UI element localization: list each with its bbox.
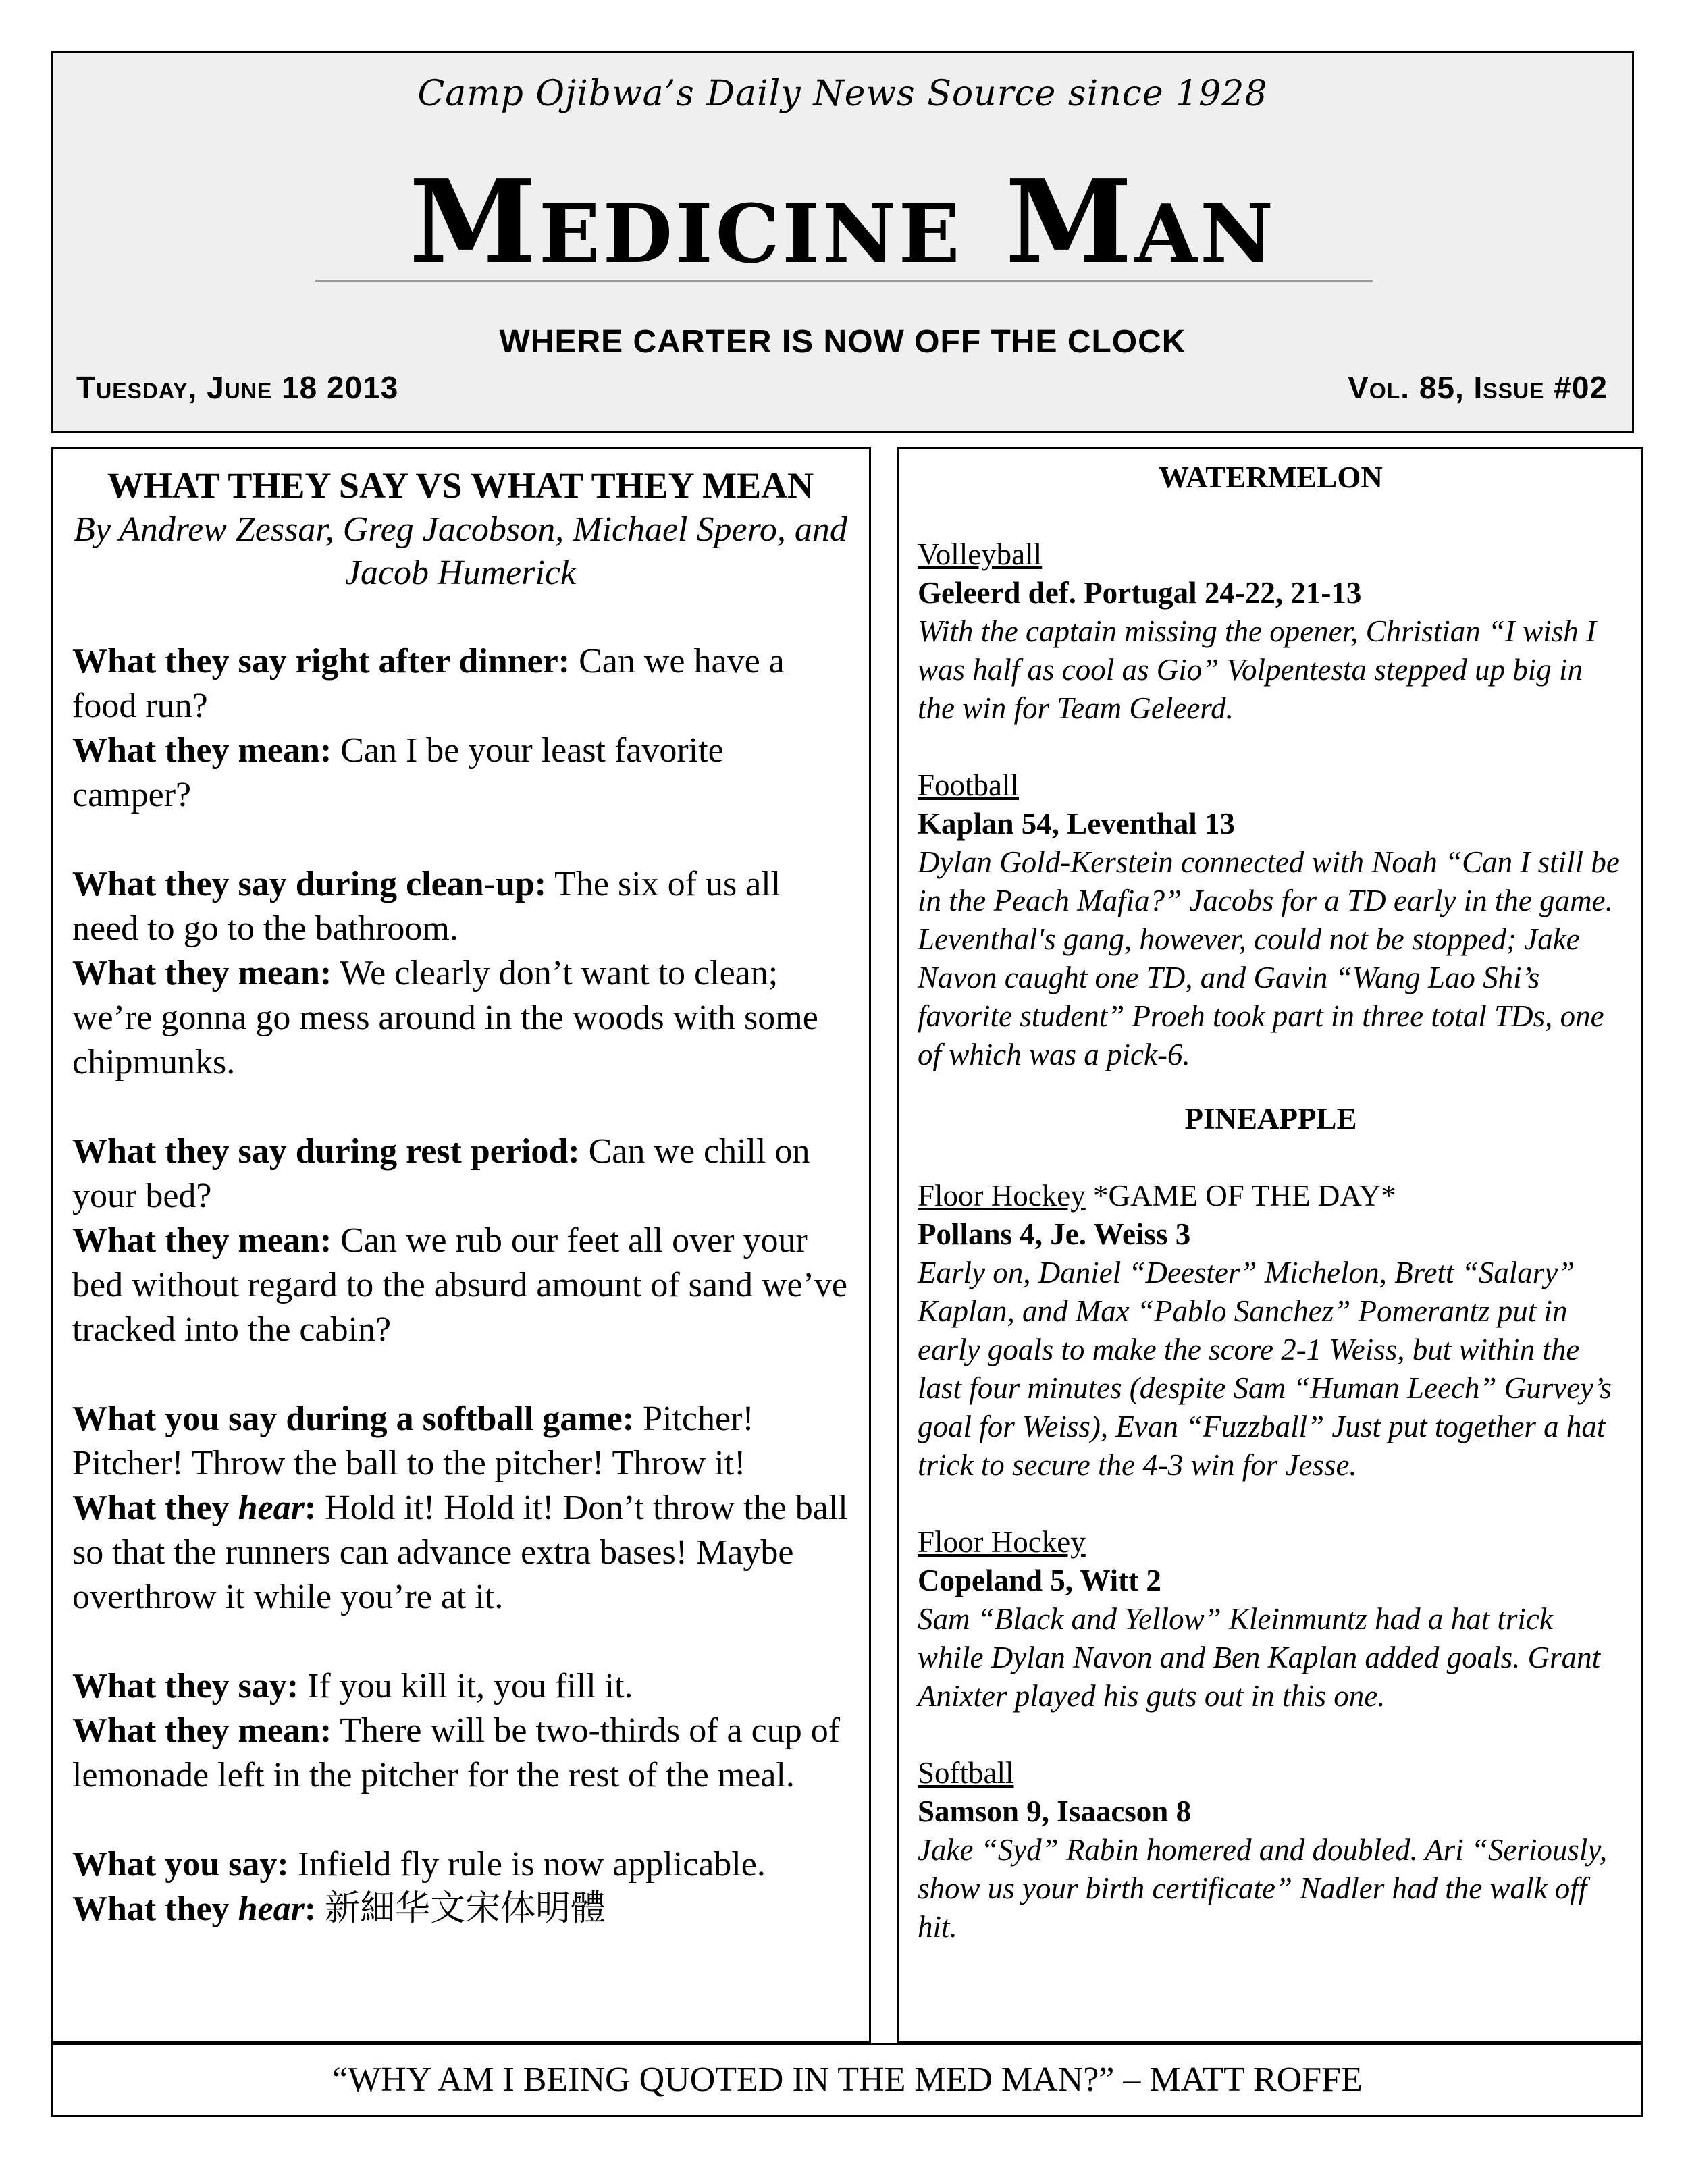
game-recap: With the captain missing the opener, Christian “I wish I was half as cool as Gio” Volpentesta stepped up big in the win for Team Geleerd. xyxy=(918,614,1597,725)
say-label: What they say during clean-up: xyxy=(72,865,547,903)
game-recap: Dylan Gold-Kerstein connected with Noah “Can I still be in the Peach Mafia?” Jacobs for a TD early in the game. Leventhal's gang, however, could not be stopped; Jake Navon caught one TD, and Gavin “Wang Lao Shi’s favorite student” Proeh took part in three total TDs, one of which was a pick-6. xyxy=(918,845,1620,1071)
hear-label-emphasis: hear xyxy=(238,1890,305,1928)
say-label: What they say: xyxy=(72,1667,299,1705)
footer-quote: “WHY AM I BEING QUOTED IN THE MED MAN?” – MATT ROFFE xyxy=(51,2043,1643,2117)
game-report xyxy=(918,1177,1624,1485)
mean-text: Can I be your least favorite camper? xyxy=(72,731,724,814)
game-recap: Early on, Daniel “Deester” Michelon, Brett “Salary” Kaplan, and Max “Pablo Sanchez” Pomerantz put in early goals to make the score 2-1 Weiss, but within the last four minutes (despite Sam “Human Leech” Gurvey’s goal for Weiss), Evan “Fuzzball” Just put together a hat trick to secure the 4-3 win for Jesse. xyxy=(918,1256,1612,1482)
say-label: What you say: xyxy=(72,1845,289,1884)
game-recap: Sam “Black and Yellow” Kleinmuntz had a hat trick while Dylan Navon and Ben Kaplan added goals. Grant Anixter played his guts out in this one. xyxy=(918,1602,1601,1713)
game-score: Kaplan 54, Leventhal 13 xyxy=(918,807,1236,841)
say-label: What they say right after dinner: xyxy=(72,642,571,681)
hear-label xyxy=(72,1890,316,1928)
article-title: WHAT THEY SAY VS WHAT THEY MEAN xyxy=(107,465,814,506)
game-recap: Jake “Syd” Rabin homered and doubled. Ari “Seriously, show us your birth certificate” Nadler had the walk off hit. xyxy=(918,1833,1608,1944)
say-text: Pitcher! Pitcher! Throw the ball to the pitcher! Throw it! xyxy=(72,1400,754,1483)
mean-label: What they mean: xyxy=(72,954,332,992)
say-mean-item xyxy=(72,862,849,1085)
hear-text: Hold it! Hold it! Don’t throw the ball so that the runners can advance extra bases! Maybe overthrow it while you’re at it. xyxy=(72,1489,848,1616)
hear-label-prefix: What they xyxy=(72,1489,238,1527)
issue-volume: Vol. 85, Issue #02 xyxy=(1348,370,1608,405)
mean-text: There will be two-thirds of a cup of lemonade left in the pitcher for the rest of the meal. xyxy=(72,1711,841,1794)
hear-label xyxy=(72,1489,316,1527)
masthead xyxy=(51,51,1634,433)
subtitle: WHERE CARTER IS NOW OFF THE CLOCK xyxy=(499,324,1186,360)
newspaper-title: Medicine Man xyxy=(408,155,1277,290)
hear-text: 新細华文宋体明體 xyxy=(316,1890,606,1928)
title-divider xyxy=(315,280,1373,282)
sport-tag: *GAME OF THE DAY* xyxy=(1085,1179,1396,1213)
say-label: What they say during rest period: xyxy=(72,1132,580,1171)
game-score: Samson 9, Isaacson 8 xyxy=(918,1794,1192,1828)
article-column xyxy=(51,447,871,2043)
game-report xyxy=(918,535,1624,728)
say-mean-item xyxy=(72,1397,849,1620)
hear-label-prefix: What they xyxy=(72,1890,238,1928)
game-score: Pollans 4, Je. Weiss 3 xyxy=(918,1217,1191,1251)
say-text: The six of us all need to go to the bathroom. xyxy=(72,865,781,948)
hear-label-suffix: : xyxy=(304,1489,317,1527)
section-watermelon: WATERMELON xyxy=(1159,460,1383,494)
game-report xyxy=(918,766,1624,1074)
sport-name: Football xyxy=(918,768,1020,802)
say-text: If you kill it, you fill it. xyxy=(298,1667,633,1705)
game-score: Geleerd def. Portugal 24-22, 21-13 xyxy=(918,576,1362,610)
say-mean-item xyxy=(72,1664,849,1798)
say-text: Can we have a food run? xyxy=(72,642,785,725)
hear-label-suffix: : xyxy=(304,1890,317,1928)
sport-name: Volleyball xyxy=(918,537,1043,571)
mean-text: Can we rub our feet all over your bed without regard to the absurd amount of sand we’ve tracked into the cabin? xyxy=(72,1221,848,1349)
game-score: Copeland 5, Witt 2 xyxy=(918,1564,1161,1597)
sport-name: Floor Hockey xyxy=(918,1525,1086,1559)
tagline: Camp Ojibwa’s Daily News Source since 1928 xyxy=(417,74,1268,114)
game-report xyxy=(918,1523,1624,1715)
issue-date: Tuesday, June 18 2013 xyxy=(76,370,399,405)
game-report xyxy=(918,1754,1624,1946)
say-text: Infield fly rule is now applicable. xyxy=(288,1845,766,1884)
say-mean-item xyxy=(72,1129,849,1352)
section-pineapple: PINEAPPLE xyxy=(1184,1102,1357,1136)
mean-label: What they mean: xyxy=(72,731,332,770)
mean-label: What they mean: xyxy=(72,1221,332,1260)
sport-name: Floor Hockey xyxy=(918,1179,1086,1213)
article-byline: By Andrew Zessar, Greg Jacobson, Michael Spero, and Jacob Humerick xyxy=(74,510,847,592)
say-label: What you say during a softball game: xyxy=(72,1400,635,1438)
mean-text: We clearly don’t want to clean; we’re gonna go mess around in the woods with some chipmunks. xyxy=(72,954,818,1082)
sports-column xyxy=(897,447,1643,2043)
say-mean-item xyxy=(72,1842,849,1932)
mean-label: What they mean: xyxy=(72,1711,332,1750)
say-mean-item xyxy=(72,639,849,818)
say-text: Can we chill on your bed? xyxy=(72,1132,810,1215)
hear-label-emphasis: hear xyxy=(238,1489,305,1527)
sport-name: Softball xyxy=(918,1756,1014,1790)
